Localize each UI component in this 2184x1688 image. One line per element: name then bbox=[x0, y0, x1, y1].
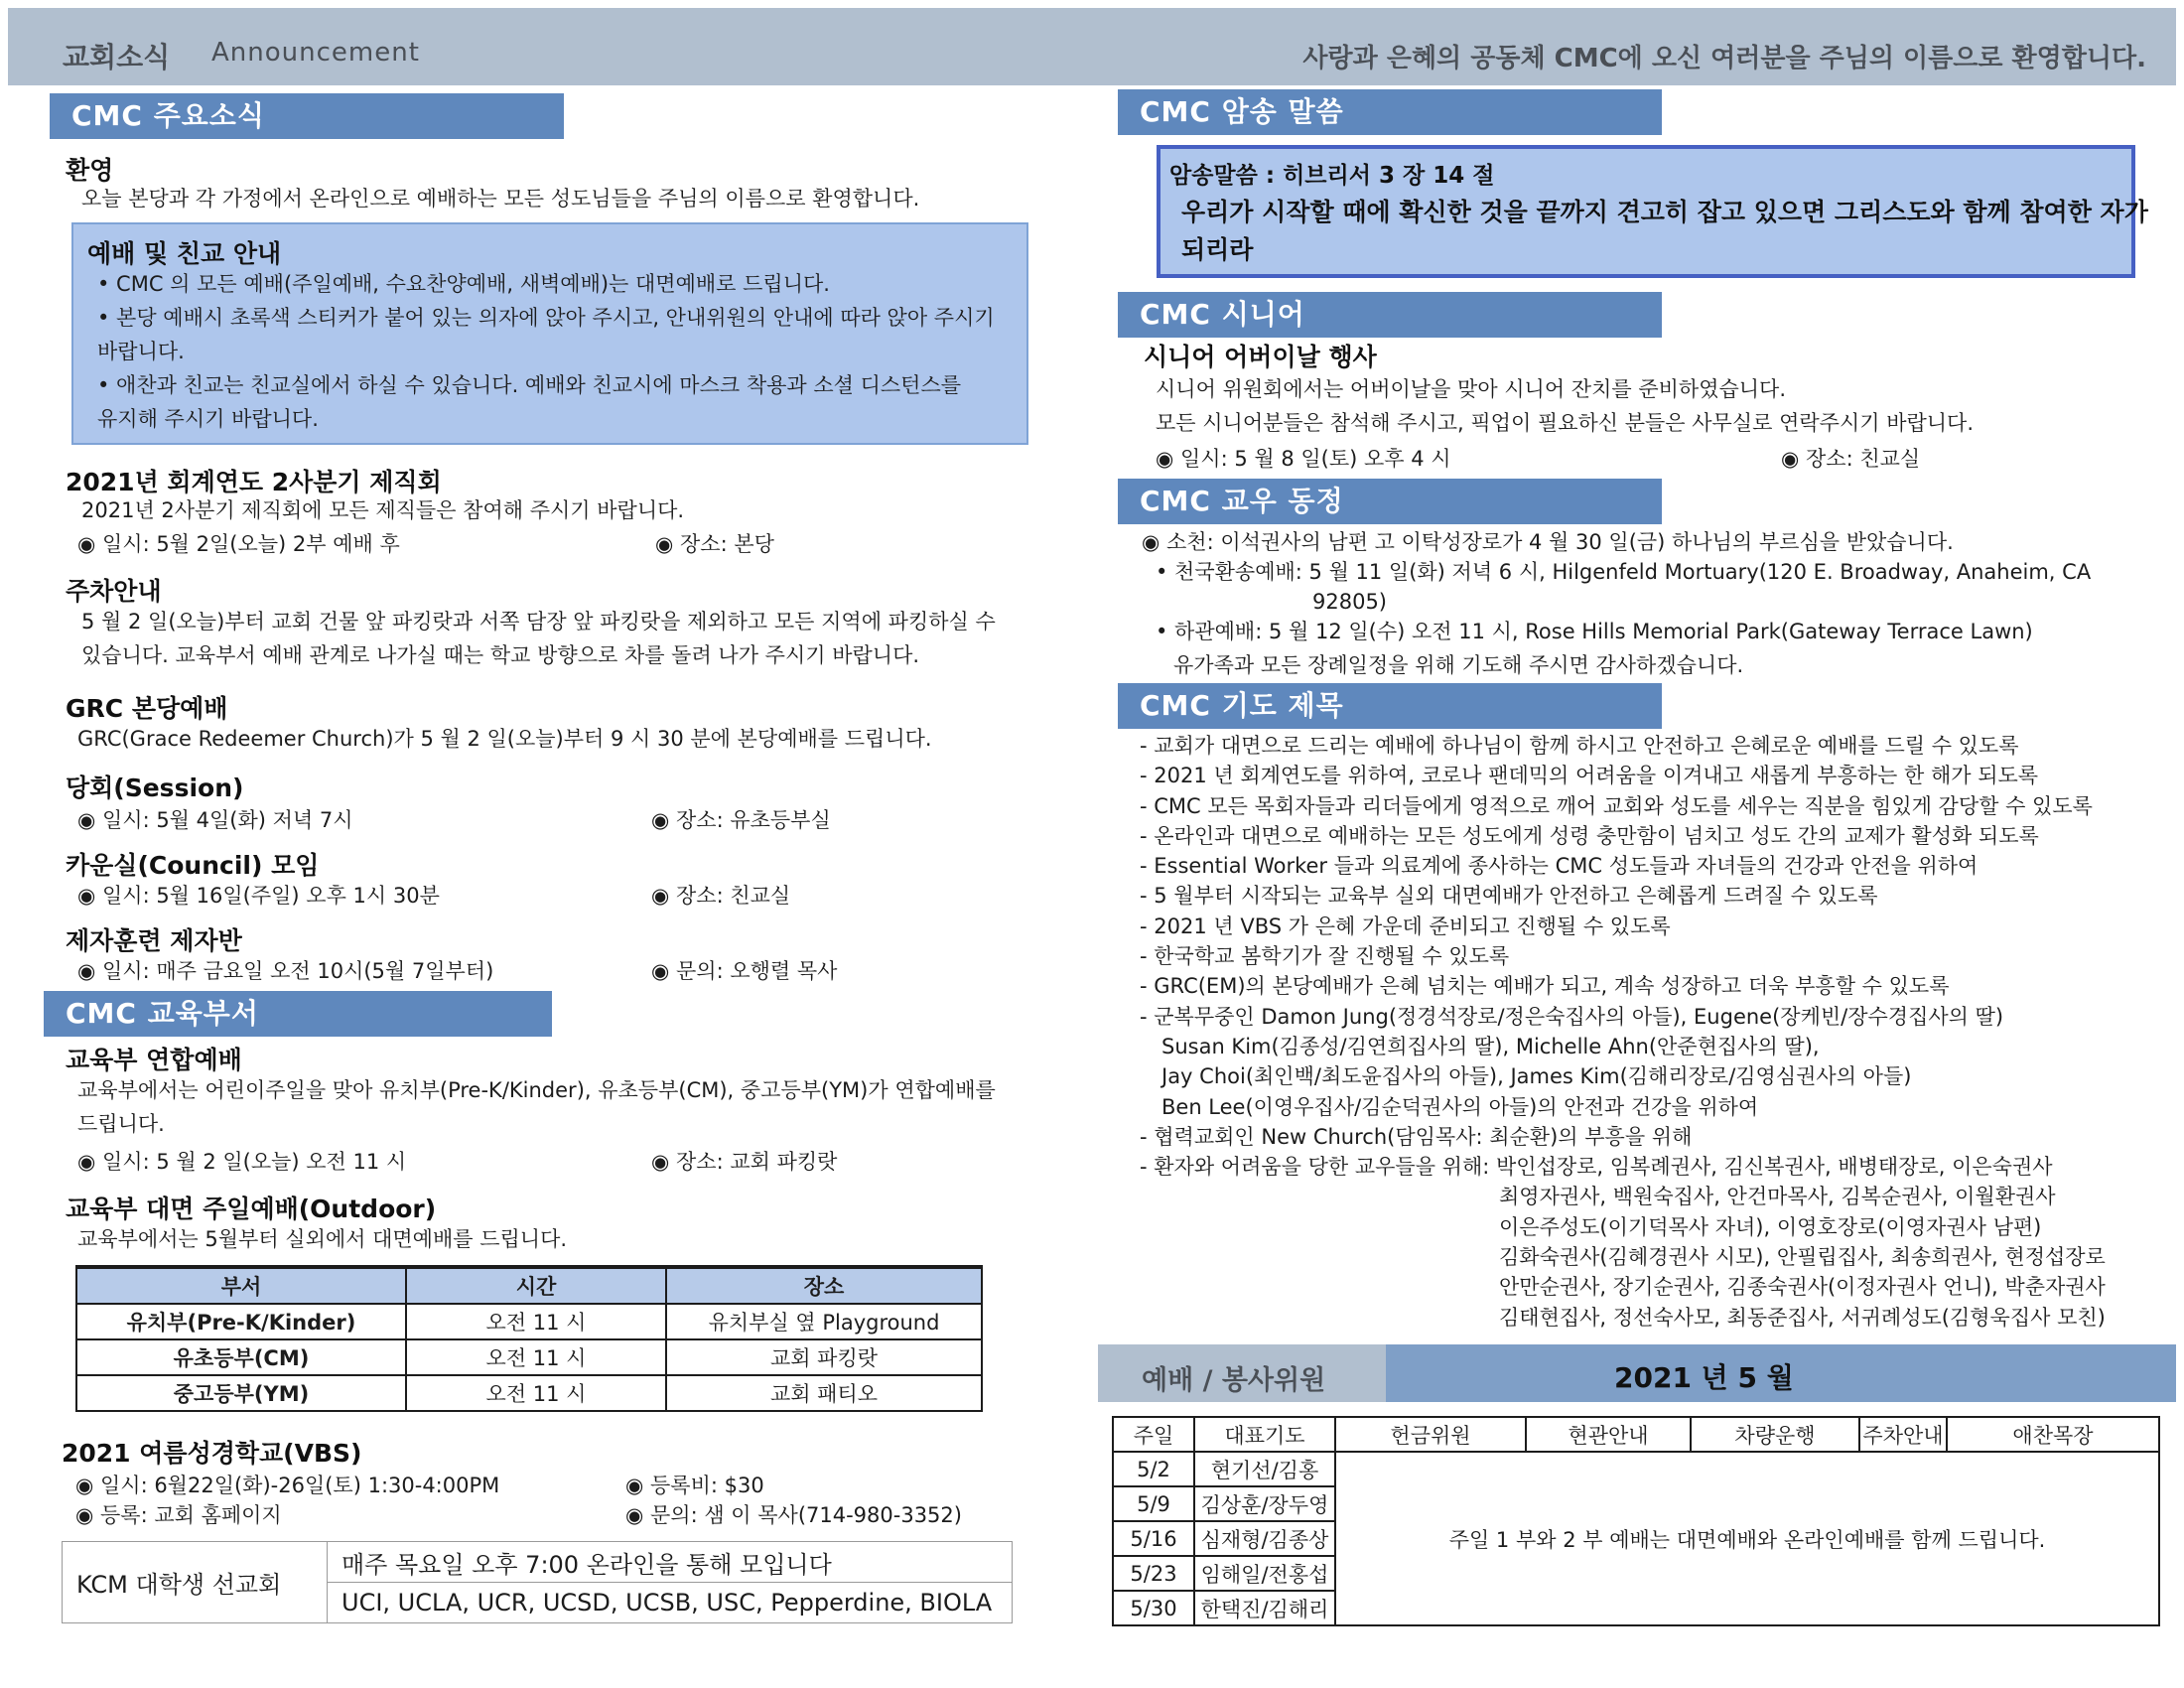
table-cell: 임해일/전홍섭 bbox=[1194, 1556, 1335, 1591]
vbs-title: 2021 여름성경학교(VBS) bbox=[62, 1439, 362, 1468]
vbs-fee: ◉ 등록비: $30 bbox=[625, 1474, 764, 1497]
table-cell: 현기선/김홍 bbox=[1194, 1452, 1335, 1486]
table-cell: 오전 11 시 bbox=[406, 1339, 666, 1375]
council-place: ◉ 장소: 친교실 bbox=[651, 884, 791, 908]
worship-box-line: 바랍니다. bbox=[97, 340, 185, 363]
news-line: • 하관예배: 5 월 12 일(수) 오전 11 시, Rose Hills Memorial Park(Gateway Terrace Lawn) bbox=[1156, 620, 2033, 643]
grc-title: GRC 본당예배 bbox=[66, 694, 228, 723]
list-item-continued: 김화숙권사(김혜경권사 시모), 안필립집사, 최송희권사, 현정섭장로 bbox=[1499, 1245, 2106, 1270]
officers-meeting-text: 2021년 2사분기 제직회에 모든 제직들은 참여해 주시기 바랍니다. bbox=[81, 498, 685, 522]
table-header: 차량운행 bbox=[1691, 1417, 1859, 1452]
prayer-list bbox=[1140, 731, 2106, 1333]
kcm-table bbox=[62, 1541, 1013, 1623]
session-place: ◉ 장소: 유초등부실 bbox=[651, 808, 831, 832]
discipleship-date: ◉ 일시: 매주 금요일 오전 10시(5월 7일부터) bbox=[77, 959, 494, 983]
senior-line: 시니어 위원회에서는 어버이날을 맞아 시니어 잔치를 준비하였습니다. bbox=[1156, 377, 1787, 401]
worship-box-line: 유지해 주시기 바랍니다. bbox=[97, 407, 319, 431]
table-header: 헌금위원 bbox=[1335, 1417, 1526, 1452]
news-line: 유가족과 모든 장례일정을 위해 기도해 주시면 감사하겠습니다. bbox=[1173, 653, 1744, 677]
table-header: 대표기도 bbox=[1194, 1417, 1335, 1452]
welcome-text: 오늘 본당과 각 가정에서 온라인으로 예배하는 모든 성도님들을 주님의 이름으로 환영합니다. bbox=[81, 187, 920, 211]
table-header: 시간 bbox=[406, 1267, 666, 1304]
list-item-continued: 이은주성도(이기덕목사 자녀), 이영호장로(이영자권사 남편) bbox=[1499, 1214, 2042, 1239]
senior-place: ◉ 장소: 친교실 bbox=[1781, 447, 1921, 471]
senior-title: 시니어 어버이날 행사 bbox=[1144, 343, 1377, 371]
list-item-continued: Jay Choi(최인백/최도윤집사의 아들), James Kim(김해리장로/김영심권사의 아들) bbox=[1161, 1064, 1912, 1089]
list-item: - 2021 년 VBS 가 은혜 가운데 준비되고 진행될 수 있도록 bbox=[1140, 914, 1671, 938]
table-cell: 중고등부(YM) bbox=[76, 1375, 406, 1411]
table-row bbox=[1113, 1452, 2159, 1486]
senior-date: ◉ 일시: 5 월 8 일(토) 오후 4 시 bbox=[1156, 447, 1451, 471]
session-date: ◉ 일시: 5월 4일(화) 저녁 7시 bbox=[77, 808, 353, 832]
news-line: • 천국환송예배: 5 월 11 일(화) 저녁 6 시, Hilgenfeld Mortuary(120 E. Broadway, Anaheim, CA bbox=[1156, 560, 2092, 584]
service-month-band bbox=[1386, 1344, 2176, 1402]
memory-verse-label: 암송말씀 : 히브리서 3 장 14 절 bbox=[1169, 163, 1495, 189]
outdoor-text: 교육부에서는 5월부터 실외에서 대면예배를 드립니다. bbox=[77, 1227, 568, 1251]
list-item-continued: Ben Lee(이영우집사/김순덕권사의 아들)의 안전과 건강을 위하여 bbox=[1161, 1094, 1759, 1119]
worship-box-line: • 본당 예배시 초록색 스티커가 붙어 있는 의자에 앉아 주시고, 안내위원의 안내에 따라 앉아 주시기 bbox=[97, 306, 995, 330]
top-banner bbox=[8, 8, 2176, 85]
table-header: 주차안내 bbox=[1859, 1417, 1947, 1452]
vbs-register: ◉ 등록: 교회 홈페이지 bbox=[75, 1503, 282, 1527]
kcm-line: UCI, UCLA, UCR, UCSD, UCSB, USC, Pepperdine, BIOLA bbox=[328, 1583, 1013, 1623]
outdoor-title: 교육부 대면 주일예배(Outdoor) bbox=[66, 1195, 437, 1223]
table-header: 주일 bbox=[1113, 1417, 1194, 1452]
news-line: 92805) bbox=[1312, 590, 1387, 614]
list-item: - Essential Worker 들과 의료계에 종사하는 CMC 성도들과 자녀들의 건강과 안전을 위하여 bbox=[1140, 854, 1979, 879]
vbs-contact: ◉ 문의: 샘 이 목사(714-980-3352) bbox=[625, 1503, 962, 1527]
list-item-continued: Susan Kim(김종성/김연희집사의 딸), Michelle Ahn(안준현집사의 딸), bbox=[1161, 1034, 1820, 1058]
list-item-continued: 최영자권사, 백원숙집사, 안건마목사, 김복순권사, 이월환권사 bbox=[1499, 1185, 2056, 1209]
table-cell: 5/16 bbox=[1113, 1521, 1194, 1556]
table-cell: 오전 11 시 bbox=[406, 1304, 666, 1339]
table-cell: 5/9 bbox=[1113, 1486, 1194, 1521]
joint-worship-line: 교육부에서는 어린이주일을 맞아 유치부(Pre-K/Kinder), 유초등부(CM), 중고등부(YM)가 연합예배를 bbox=[77, 1078, 996, 1102]
discipleship-contact: ◉ 문의: 오행렬 목사 bbox=[651, 959, 838, 983]
table-header: 장소 bbox=[666, 1267, 982, 1304]
list-item-continued: 김태현집사, 정선숙사모, 최동준집사, 서귀례성도(김형욱집사 모친) bbox=[1499, 1305, 2106, 1330]
parking-title: 주차안내 bbox=[66, 577, 162, 606]
parking-line: 5 월 2 일(오늘)부터 교회 건물 앞 파킹랏과 서쪽 담장 앞 파킹랏을 제외하고 모든 지역에 파킹하실 수 bbox=[81, 610, 996, 633]
table-cell: 5/2 bbox=[1113, 1452, 1194, 1486]
service-bar bbox=[1098, 1344, 2176, 1402]
joint-worship-date: ◉ 일시: 5 월 2 일(오늘) 오전 11 시 bbox=[77, 1150, 407, 1174]
memory-verse-line: 우리가 시작할 때에 확신한 것을 끝까지 견고히 잡고 있으면 그리스도와 함께 참여한 자가 bbox=[1181, 198, 2148, 226]
table-cell: 유치부(Pre-K/Kinder) bbox=[76, 1304, 406, 1339]
prayer-header: CMC 기도 제목 bbox=[1118, 683, 1662, 729]
service-month: 2021 년 5 월 bbox=[1614, 1361, 1794, 1394]
list-item: - 한국학교 봄학기가 잘 진행될 수 있도록 bbox=[1140, 944, 1510, 969]
discipleship-title: 제자훈련 제자반 bbox=[66, 926, 242, 955]
table-cell: 5/30 bbox=[1113, 1591, 1194, 1625]
council-title: 카운실(Council) 모임 bbox=[66, 851, 320, 880]
table-cell: 한택진/김해리 bbox=[1194, 1591, 1335, 1625]
table-cell: 김상훈/장두영 bbox=[1194, 1486, 1335, 1521]
grc-text: GRC(Grace Redeemer Church)가 5 월 2 일(오늘)부터 9 시 30 분에 본당예배를 드립니다. bbox=[77, 727, 932, 751]
table-cell: 유초등부(CM) bbox=[76, 1339, 406, 1375]
table-header: 현관안내 bbox=[1526, 1417, 1691, 1452]
list-item: - 환자와 어려움을 당한 교우들을 위해: 박인섭장로, 임복례권사, 김신복권사, 배병태장로, 이은숙권사 bbox=[1140, 1155, 2053, 1180]
officers-meeting-date: ◉ 일시: 5월 2일(오늘) 2부 예배 후 bbox=[77, 532, 400, 556]
section-title: 교회소식 bbox=[63, 41, 171, 73]
table-cell: 5/23 bbox=[1113, 1556, 1194, 1591]
joint-worship-line: 드립니다. bbox=[77, 1112, 165, 1136]
table-cell: 교회 파킹랏 bbox=[666, 1339, 982, 1375]
worship-box-line: • CMC 의 모든 예배(주일예배, 수요찬양예배, 새벽예배)는 대면예배로 드립니다. bbox=[97, 272, 830, 296]
memory-verse-header: CMC 암송 말씀 bbox=[1118, 89, 1662, 135]
officers-meeting-place: ◉ 장소: 본당 bbox=[655, 532, 774, 556]
kcm-line: 매주 목요일 오후 7:00 온라인을 통해 모입니다 bbox=[328, 1542, 1013, 1583]
main-news-header: CMC 주요소식 bbox=[50, 93, 564, 139]
table-row bbox=[76, 1339, 982, 1375]
senior-line: 모든 시니어분들은 참석해 주시고, 픽업이 필요하신 분들은 사무실로 연락주시기 바랍니다. bbox=[1156, 411, 1975, 435]
list-item: - CMC 모든 목회자들과 리더들에게 영적으로 깨어 교회와 성도를 세우는 직분을 힘있게 감당할 수 있도록 bbox=[1140, 793, 2093, 818]
news-line: ◉ 소천: 이석권사의 남편 고 이탁성장로가 4 월 30 일(금) 하나님의 부르심을 받았습니다. bbox=[1142, 530, 1954, 554]
session-title: 당회(Session) bbox=[66, 774, 244, 802]
memory-verse-line: 되리라 bbox=[1181, 235, 1254, 264]
parking-line: 있습니다. 교육부서 예배 관계로 나가실 때는 학교 방향으로 차를 돌려 나가 주시기 바랍니다. bbox=[81, 643, 920, 667]
worship-box-title: 예배 및 친교 안내 bbox=[87, 239, 282, 268]
table-header: 부서 bbox=[76, 1267, 406, 1304]
list-item-continued: 안만순권사, 장기순권사, 김종숙권사(이정자권사 언니), 박춘자권사 bbox=[1499, 1275, 2106, 1300]
joint-worship-place: ◉ 장소: 교회 파킹랏 bbox=[651, 1150, 838, 1174]
welcome-banner: 사랑과 은혜의 공동체 CMC에 오신 여러분을 주님의 이름으로 환영합니다. bbox=[1302, 44, 2146, 73]
vbs-date: ◉ 일시: 6월22일(화)-26일(토) 1:30-4:00PM bbox=[75, 1474, 500, 1497]
section-subtitle: Announcement bbox=[211, 38, 420, 68]
table-cell: 오전 11 시 bbox=[406, 1375, 666, 1411]
table-cell: 유치부실 옆 Playground bbox=[666, 1304, 982, 1339]
service-label: 예배 / 봉사위원 bbox=[1142, 1365, 1326, 1396]
table-cell: 심재형/김종상 bbox=[1194, 1521, 1335, 1556]
table-row bbox=[76, 1304, 982, 1339]
list-item: - 2021 년 회계연도를 위하여, 코로나 팬데믹의 어려움을 이겨내고 새롭게 부흥하는 한 해가 되도록 bbox=[1140, 764, 2039, 788]
member-news-header: CMC 교우 동정 bbox=[1118, 479, 1662, 524]
senior-header: CMC 시니어 bbox=[1118, 292, 1662, 338]
list-item: - 교회가 대면으로 드리는 예배에 하나님이 함께 하시고 안전하고 은혜로운 예배를 드릴 수 있도록 bbox=[1140, 734, 2019, 758]
list-item: - GRC(EM)의 본당예배가 은혜 넘치는 예배가 되고, 계속 성장하고 더욱 부흥할 수 있도록 bbox=[1140, 974, 1950, 999]
table-cell: 교회 패티오 bbox=[666, 1375, 982, 1411]
service-note: 주일 1 부와 2 부 예배는 대면예배와 온라인예배를 함께 드립니다. bbox=[1335, 1452, 2159, 1625]
worship-box-line: • 애찬과 친교는 친교실에서 하실 수 있습니다. 예배와 친교시에 마스크 착용과 소셜 디스턴스를 bbox=[97, 373, 962, 397]
officers-meeting-title: 2021년 회계연도 2사분기 제직회 bbox=[66, 468, 442, 496]
kcm-name: KCM 대학생 선교회 bbox=[63, 1542, 328, 1623]
list-item: - 5 월부터 시작되는 교육부 실외 대면예배가 안전하고 은혜롭게 드려질 수 있도록 bbox=[1140, 884, 1878, 909]
table-row bbox=[76, 1375, 982, 1411]
outdoor-schedule-table bbox=[75, 1265, 983, 1412]
education-header: CMC 교육부서 bbox=[44, 991, 552, 1037]
list-item: - 협력교회인 New Church(담임목사: 최순환)의 부흥을 위해 bbox=[1140, 1124, 1693, 1149]
list-item: - 군복무중인 Damon Jung(정경석장로/정은숙집사의 아들), Eugene(장케빈/장수경집사의 딸) bbox=[1140, 1004, 2004, 1029]
council-date: ◉ 일시: 5월 16일(주일) 오후 1시 30분 bbox=[77, 884, 440, 908]
joint-worship-title: 교육부 연합예배 bbox=[66, 1046, 242, 1074]
list-item: - 온라인과 대면으로 예배하는 모든 성도에게 성령 충만함이 넘치고 성도 간의 교제가 활성화 되도록 bbox=[1140, 823, 2039, 848]
welcome-title: 환영 bbox=[66, 156, 114, 185]
table-header: 애찬목장 bbox=[1947, 1417, 2159, 1452]
service-table bbox=[1112, 1416, 2160, 1626]
